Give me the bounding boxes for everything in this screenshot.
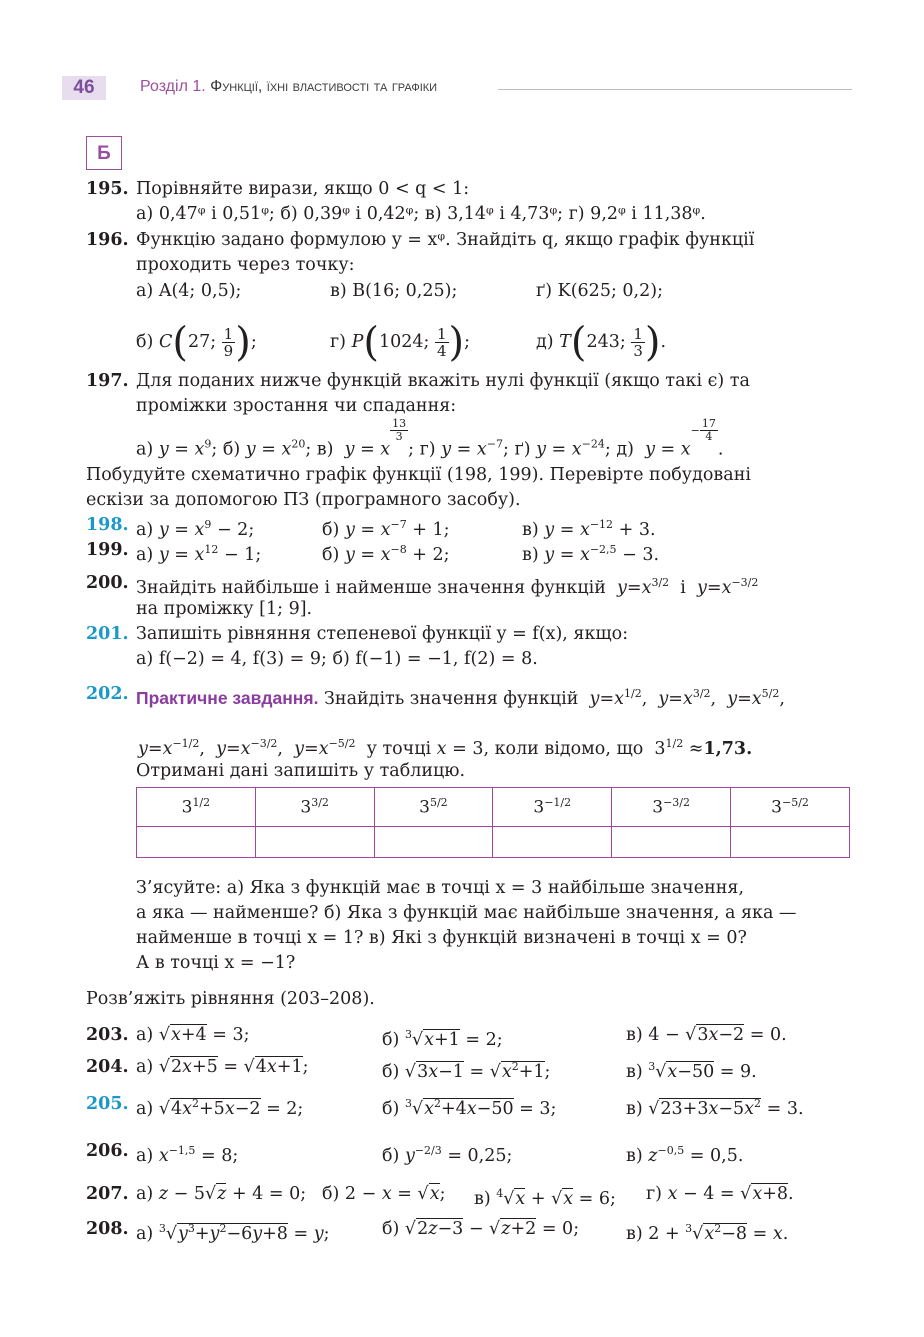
instruction-198-199-2: ескізи за допомогою ПЗ (програмного засобу).: [86, 490, 521, 510]
problem-text: Функцію задано формулою y = xᵠ. Знайдіть q, якщо графік функції: [136, 230, 755, 250]
table-cell[interactable]: [137, 827, 256, 858]
problem-197: [86, 370, 750, 392]
table-header: $3^{-5/2}$: [731, 788, 850, 827]
problem-196-b: б) C(27; $\frac{1}{9}$ );: [136, 319, 257, 366]
problem-202-q4: А в точці x = −1?: [136, 953, 296, 973]
problem-196-v: в) B(16; 0,25);: [330, 281, 458, 301]
problem-208: 208. а) $^3√y^3+y^2-6y+8 = y$; б) √2z−3 − √z+2 = 0; в) $2 + ^3√x^2-8 = x$.: [86, 1219, 789, 1244]
problem-200-text2: на проміжку [1; 9].: [136, 599, 313, 619]
table-cell[interactable]: [731, 827, 850, 858]
problem-200: 200. Знайдіть найбільше і найменше значення функцій $y=x^{3/2}$ і $y=x^{-3/2}$: [86, 573, 759, 598]
table-header: $3^{1/2}$: [137, 788, 256, 827]
problem-196-g: ґ) K(625; 0,2);: [536, 281, 663, 301]
problem-197-options: а) $y = x^9$; б) $y = x^{20}$; в) y = x $^{\frac{13}{3}}$ ; г) $y = x^{-7}$; ґ) $y = x^{-24}$; д) $y = x^{- \frac{17}{4}}$ .: [136, 417, 724, 460]
problem-198: 198. а) $y = x^9 - 2$; б) $y = x^{-7} + 1$; в) $y = x^{-12} + 3$.: [86, 515, 656, 540]
table-header: $3^{-3/2}$: [612, 788, 731, 827]
table-header: $3^{5/2}$: [374, 788, 493, 827]
problem-195-options: а) 0,47ᵠ і 0,51ᵠ; б) 0,39ᵠ і 0,42ᵠ; в) 3,14ᵠ і 4,73ᵠ; г) 9,2ᵠ і 11,38ᵠ.: [136, 204, 706, 224]
problem-199: 199. а) $y = x^{12} - 1$; б) $y = x^{-8} + 2$; в) $y = x^{-2,5} - 3$.: [86, 540, 660, 565]
problem-196-a: а) A(4; 0,5);: [136, 281, 242, 301]
problem-206: 206. а) $x^{-1,5} = 8$; б) $y^{-2/3} = 0,25$; в) $z^{-0,5} = 0,5$.: [86, 1141, 744, 1166]
table-cell[interactable]: [374, 827, 493, 858]
table-header: $3^{-1/2}$: [493, 788, 612, 827]
page-header: [62, 74, 852, 102]
problem-196-d: д) T(243; $\frac{1}{3}$ ).: [536, 319, 667, 366]
problem-204: 204. а) √2x+5 = √4x+1; б) $√3x-1 = √x^2+1$; в) $^3$√x−50 = 9.: [86, 1057, 757, 1082]
problem-196: [86, 229, 755, 251]
table-cell[interactable]: [612, 827, 731, 858]
problem-195: [86, 178, 470, 200]
problem-197-text2: проміжки зростання чи спадання:: [136, 396, 457, 416]
problem-text: Для поданих нижче функцій вкажіть нулі функції (якщо такі є) та: [136, 371, 750, 391]
table-header: $3^{3/2}$: [255, 788, 374, 827]
problem-202-text3: Отримані дані запишіть у таблицю.: [136, 761, 466, 781]
problem-202-q3: найменше в точці x = 1? в) Які з функцій визначені в точці x = 0?: [136, 928, 747, 948]
problem-196-text2: проходить через точку:: [136, 255, 355, 275]
problem-201: 201. Запишіть рівняння степеневої функції y = f(x), якщо:: [86, 624, 629, 644]
problem-201-options: а) f(−2) = 4, f(3) = 9; б) f(−1) = −1, f(2) = 8.: [136, 649, 538, 669]
values-table: [136, 787, 850, 858]
problem-202-q1: З’ясуйте: а) Яка з функцій має в точці x = 3 найбільше значення,: [136, 878, 745, 898]
problem-202-text2: $y=x^{-1/2}$, $y=x^{-3/2}$, $y=x^{-5/2}$ у точці x = 3, коли відомо, що $3^{1/2} \approx 1,73$.: [138, 737, 753, 759]
problem-number: 197.: [86, 371, 129, 391]
problem-203: 203. а) √x+4 = 3; б) $^3$√x+1 = 2; в) 4 − √3x−2 = 0.: [86, 1025, 787, 1050]
table-cell[interactable]: [255, 827, 374, 858]
instruction-198-199: Побудуйте схематично графік функції (198, 199). Перевірте побудовані: [86, 465, 751, 485]
problem-number: 195.: [86, 179, 129, 199]
problem-number: 196.: [86, 230, 129, 250]
chapter-title: Розділ 1. Функції, їхні властивості та графіки: [140, 78, 438, 95]
problem-196-r: г) P(1024; $\frac{1}{4}$ );: [330, 319, 471, 366]
page-number: 46: [62, 76, 106, 100]
problem-205: 205. а) $√4x^2+5x-2 = 2$; б) $^3√x^2+4x-50 = 3$; в) $√23+3x-5x^2 = 3$.: [86, 1094, 804, 1119]
level-badge: Б: [86, 136, 122, 170]
header-rule: [498, 89, 852, 90]
problem-text: Порівняйте вирази, якщо 0 < q < 1:: [136, 179, 470, 199]
problem-202-q2: а яка — найменше? б) Яка з функцій має найбільше значення, а яка —: [136, 903, 797, 923]
problem-207: 207. а) z − 5√z + 4 = 0; б) 2 − x = √x; в) $^4$√x + √x = 6; г) x − 4 = √x+8.: [86, 1184, 794, 1209]
instruction-203-208: Розв’яжіть рівняння (203–208).: [86, 989, 375, 1009]
table-cell[interactable]: [493, 827, 612, 858]
problem-202: 202. Практичне завдання. Знайдіть значення функцій $y=x^{1/2}$, $y=x^{3/2}$, $y=x^{5/2}$,: [86, 684, 785, 709]
